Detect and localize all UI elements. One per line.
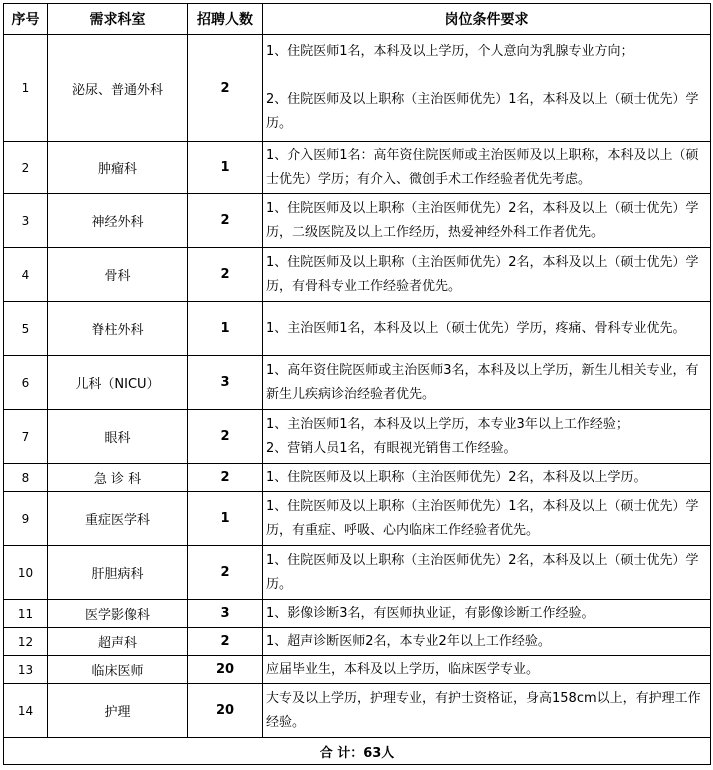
header-dept: 需求科室: [48, 4, 188, 35]
requirements: [263, 35, 711, 142]
requirement-line: 2、住院医师及以上职称（主治医师优先）1名，本科及以上（硕士优先）学历。: [266, 92, 699, 131]
hire-count: 2: [188, 410, 263, 464]
department-name: 脊柱外科: [48, 302, 188, 356]
hire-count: 2: [188, 628, 263, 656]
table-row: [4, 302, 711, 356]
row-number: 8: [4, 464, 48, 492]
department-name: 骨科: [48, 248, 188, 302]
requirements: [263, 600, 711, 628]
requirement-line: 1、高年资住院医师或主治医师3名，本科及以上学历，新生儿相关专业，有新生儿疾病诊治经验者优先。: [266, 362, 699, 402]
requirement-line: 1、住院医师及以上职称（主治医师优先）2名，本科及以上（硕士优先）学历。: [266, 552, 699, 592]
header-count: 招聘人数: [188, 4, 263, 35]
department-name: 临床医师: [48, 656, 188, 684]
department-name: 护理: [48, 684, 188, 738]
table-row: [4, 628, 711, 656]
hire-count: 2: [188, 546, 263, 600]
requirement-line: 1、住院医师1名，本科及以上学历，个人意向为乳腺专业方向；: [266, 44, 634, 59]
department-name: 急 诊 科: [48, 464, 188, 492]
row-number: 3: [4, 194, 48, 248]
department-name: 儿科（NICU）: [48, 356, 188, 410]
department-name: 医学影像科: [48, 600, 188, 628]
row-number: 1: [4, 35, 48, 142]
table-row: [4, 464, 711, 492]
hire-count: 1: [188, 492, 263, 546]
requirement-line: 1、住院医师及以上职称（主治医师优先）2名，本科及以上学历。: [266, 469, 647, 485]
requirement-line: 2、营销人员1名，有眼视光销售工作经验。: [266, 440, 517, 456]
requirements: [263, 546, 711, 600]
hire-count: 1: [188, 142, 263, 194]
hire-count: 3: [188, 356, 263, 410]
requirement-line: 1、超声诊断医师2名，本专业2年以上工作经验。: [266, 633, 551, 649]
row-number: 9: [4, 492, 48, 546]
row-number: 11: [4, 600, 48, 628]
requirement-line: 1、主治医师1名，本科及以上（硕士优先）学历，疼痛、骨科专业优先。: [266, 320, 686, 336]
department-name: 重症医学科: [48, 492, 188, 546]
header-no: 序号: [4, 4, 48, 35]
requirements: [263, 248, 711, 302]
row-number: 7: [4, 410, 48, 464]
requirements: [263, 684, 711, 738]
requirements: [263, 356, 711, 410]
table-row: [4, 546, 711, 600]
requirements: [263, 410, 711, 464]
total-cell: 合 计：63人: [4, 738, 711, 765]
requirement-line: 1、介入医师1名：高年资住院医师或主治医师及以上职称，本科及以上（硕士优先）学历；有介入、微创手术工作经验者优先考虑。: [266, 147, 699, 187]
table-row: [4, 600, 711, 628]
hire-count: 20: [188, 656, 263, 684]
table-row: [4, 656, 711, 684]
department-name: 超声科: [48, 628, 188, 656]
requirements: [263, 142, 711, 194]
requirements: [263, 302, 711, 356]
total-row: [4, 738, 711, 765]
hire-count: 3: [188, 600, 263, 628]
requirements: [263, 628, 711, 656]
row-number: 14: [4, 684, 48, 738]
hire-count: 2: [188, 194, 263, 248]
department-name: 眼科: [48, 410, 188, 464]
hire-count: 2: [188, 248, 263, 302]
requirement-line: 1、住院医师及以上职称（主治医师优先）2名，本科及以上（硕士优先）学历，有骨科专业工作经验者优先。: [266, 254, 699, 294]
table-row: [4, 35, 711, 142]
department-name: 神经外科: [48, 194, 188, 248]
requirement-line: 大专及以上学历，护理专业，有护士资格证，身高158cm以上，有护理工作经验。: [266, 690, 701, 730]
table-row: [4, 356, 711, 410]
requirement-line: 1、影像诊断3名，有医师执业证，有影像诊断工作经验。: [266, 605, 595, 621]
table-row: [4, 248, 711, 302]
table-row: [4, 684, 711, 738]
row-number: 13: [4, 656, 48, 684]
requirements: [263, 492, 711, 546]
table-body: [4, 35, 711, 738]
row-number: 10: [4, 546, 48, 600]
requirements: [263, 464, 711, 492]
requirement-line: 1、主治医师1名，本科及以上学历，本专业3年以上工作经验；: [266, 416, 629, 432]
table-row: [4, 142, 711, 194]
hire-count: 2: [188, 464, 263, 492]
department-name: 泌尿、普通外科: [48, 35, 188, 142]
requirement-line: [266, 64, 707, 88]
table-row: [4, 194, 711, 248]
header-req: 岗位条件要求: [263, 4, 711, 35]
requirement-line: 1、住院医师及以上职称（主治医师优先）1名，本科及以上（硕士优先）学历，有重症、呼吸、心内临床工作经验者优先。: [266, 498, 699, 538]
row-number: 2: [4, 142, 48, 194]
requirements: [263, 194, 711, 248]
requirement-line: 1、住院医师及以上职称（主治医师优先）2名，本科及以上（硕士优先）学历，二级医院及以上工作经历，热爱神经外科工作者优先。: [266, 200, 699, 240]
row-number: 4: [4, 248, 48, 302]
table-row: [4, 410, 711, 464]
department-name: 肝胆病科: [48, 546, 188, 600]
row-number: 6: [4, 356, 48, 410]
requirements: [263, 656, 711, 684]
department-name: 肿瘤科: [48, 142, 188, 194]
hire-count: 2: [188, 35, 263, 142]
header-row: [4, 4, 711, 35]
recruitment-table: [3, 3, 711, 765]
row-number: 12: [4, 628, 48, 656]
table-row: [4, 492, 711, 546]
row-number: 5: [4, 302, 48, 356]
requirement-line: 应届毕业生，本科及以上学历，临床医学专业。: [266, 661, 540, 677]
hire-count: 20: [188, 684, 263, 738]
hire-count: 1: [188, 302, 263, 356]
